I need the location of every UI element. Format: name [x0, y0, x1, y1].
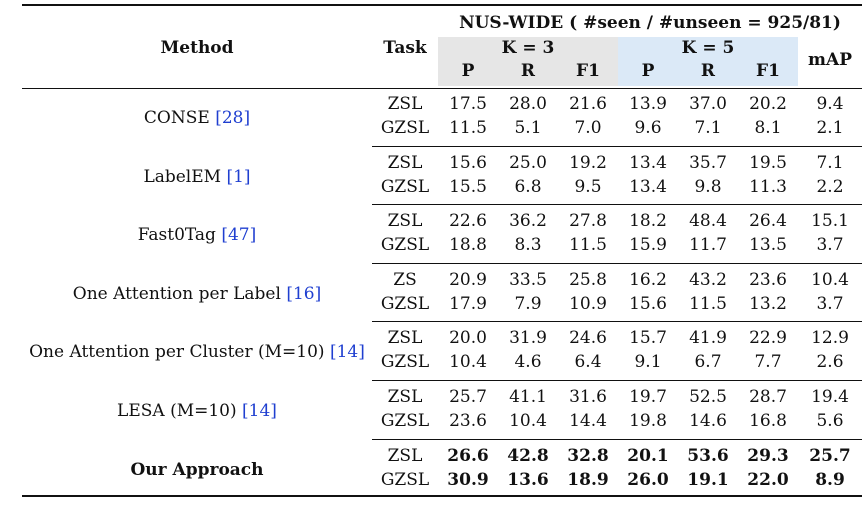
value-cell: 13.4: [629, 176, 667, 197]
value-cell: 20.9: [449, 269, 487, 290]
method-name: Our Approach: [130, 459, 264, 480]
value-cell: 6.8: [514, 176, 542, 197]
value-cell: 25.0: [509, 152, 547, 173]
method-cell: [22, 342, 372, 362]
value-cell: 7.9: [514, 293, 542, 314]
task-cell: GZSL: [380, 352, 430, 373]
task-cell: GZSL: [380, 118, 430, 138]
value-cell: 14.4: [569, 411, 607, 431]
value-cell: 13.6: [507, 469, 549, 490]
value-cell: 15.1: [811, 211, 849, 232]
value-cell: 18.8: [449, 235, 487, 256]
k3-header: K = 3: [501, 38, 555, 58]
group-separator: [372, 439, 862, 440]
value-cell: 4.6: [514, 352, 542, 373]
value-cell: 18.9: [567, 469, 609, 490]
value-cell: 11.5: [449, 118, 487, 138]
value-cell: 18.2: [629, 211, 667, 232]
value-cell: 28.0: [509, 94, 547, 114]
value-cell: 33.5: [509, 269, 547, 290]
citation-link[interactable]: [16]: [286, 283, 322, 304]
value-cell: 13.2: [749, 293, 787, 314]
subheader-p-k3: P: [461, 61, 475, 81]
method-cell: [22, 401, 372, 421]
value-cell: 27.8: [569, 211, 607, 232]
value-cell: 19.5: [749, 152, 787, 173]
value-cell: 9.1: [634, 352, 662, 373]
value-cell: 19.7: [629, 387, 667, 407]
value-cell: 41.9: [689, 328, 727, 349]
value-cell: 13.4: [629, 152, 667, 173]
value-cell: 13.9: [629, 94, 667, 114]
value-cell: 9.5: [574, 176, 602, 197]
value-cell: 25.7: [809, 445, 851, 466]
value-cell: 11.5: [689, 293, 727, 314]
task-cell: GZSL: [380, 411, 430, 431]
value-cell: 2.2: [816, 176, 844, 197]
value-cell: 20.0: [449, 328, 487, 349]
value-cell: 10.4: [811, 269, 849, 290]
value-cell: 15.6: [449, 152, 487, 173]
citation-link[interactable]: [14]: [242, 401, 277, 421]
value-cell: 37.0: [689, 94, 727, 114]
value-cell: 25.7: [449, 387, 487, 407]
citation-link[interactable]: [14]: [329, 342, 365, 363]
task-cell: ZSL: [387, 445, 423, 466]
value-cell: 52.5: [689, 387, 727, 407]
k5-header: K = 5: [681, 38, 735, 58]
subheader-f1-k3: F1: [576, 61, 600, 81]
value-cell: 15.5: [449, 176, 487, 197]
method-name: One Attention per Cluster (M=10): [29, 342, 325, 363]
value-cell: 7.1: [694, 118, 722, 138]
citation-link[interactable]: [47]: [221, 225, 257, 246]
value-cell: 7.7: [754, 352, 782, 373]
task-header: Task: [383, 38, 427, 58]
top-rule: [22, 4, 862, 6]
value-cell: 13.5: [749, 235, 787, 256]
value-cell: 19.8: [629, 411, 667, 431]
value-cell: 6.4: [574, 352, 602, 373]
value-cell: 7.0: [574, 118, 602, 138]
value-cell: 7.1: [816, 152, 844, 173]
value-cell: 31.9: [509, 328, 547, 349]
value-cell: 36.2: [509, 211, 547, 232]
value-cell: 43.2: [689, 269, 727, 290]
subheader-r-k3: R: [520, 61, 536, 81]
value-cell: 32.8: [567, 445, 609, 466]
map-header: mAP: [808, 50, 852, 70]
value-cell: 5.6: [816, 411, 844, 431]
value-cell: 30.9: [447, 469, 489, 490]
value-cell: 23.6: [749, 269, 787, 290]
task-cell: ZSL: [387, 94, 423, 114]
dataset-header: NUS-WIDE ( #seen / #unseen = 925/81): [459, 13, 841, 33]
value-cell: 14.6: [689, 411, 727, 431]
method-name: Fast0Tag: [137, 225, 216, 246]
method-name: LESA (M=10): [117, 401, 237, 421]
value-cell: 26.4: [749, 211, 787, 232]
value-cell: 10.4: [449, 352, 487, 373]
value-cell: 19.2: [569, 152, 607, 173]
bottom-rule: [22, 495, 862, 497]
value-cell: 17.5: [449, 94, 487, 114]
group-separator: [372, 146, 862, 147]
value-cell: 11.7: [689, 235, 727, 256]
value-cell: 53.6: [687, 445, 729, 466]
value-cell: 24.6: [569, 328, 607, 349]
value-cell: 9.6: [634, 118, 662, 138]
value-cell: 16.2: [629, 269, 667, 290]
value-cell: 12.9: [811, 328, 849, 349]
value-cell: 22.6: [449, 211, 487, 232]
task-cell: GZSL: [380, 469, 430, 490]
group-separator: [372, 380, 862, 381]
value-cell: 25.8: [569, 269, 607, 290]
value-cell: 16.8: [749, 411, 787, 431]
value-cell: 11.5: [569, 235, 607, 256]
value-cell: 3.7: [816, 235, 844, 256]
method-cell: [22, 108, 372, 128]
value-cell: 31.6: [569, 387, 607, 407]
value-cell: 11.3: [749, 176, 787, 197]
citation-link[interactable]: [1]: [226, 166, 251, 187]
value-cell: 22.9: [749, 328, 787, 349]
value-cell: 20.2: [749, 94, 787, 114]
header-rule: [22, 88, 862, 89]
value-cell: 10.9: [569, 293, 607, 314]
value-cell: 17.9: [449, 293, 487, 314]
value-cell: 2.6: [816, 352, 844, 373]
value-cell: 26.0: [627, 469, 669, 490]
value-cell: 15.9: [629, 235, 667, 256]
subheader-f1-k5: F1: [756, 61, 780, 81]
value-cell: 9.8: [694, 176, 722, 197]
task-cell: GZSL: [380, 176, 430, 197]
value-cell: 19.1: [687, 469, 729, 490]
value-cell: 3.7: [816, 293, 844, 314]
group-separator: [372, 321, 862, 322]
citation-link[interactable]: [28]: [215, 108, 251, 128]
subheader-r-k5: R: [700, 61, 716, 81]
group-separator: [372, 204, 862, 205]
value-cell: 6.7: [694, 352, 722, 373]
value-cell: 29.3: [747, 445, 789, 466]
method-cell: [22, 225, 372, 245]
value-cell: 8.9: [815, 469, 845, 490]
task-cell: GZSL: [380, 235, 430, 256]
method-name: CONSE: [143, 108, 210, 128]
value-cell: 5.1: [514, 118, 542, 138]
value-cell: 8.1: [754, 118, 782, 138]
method-name: One Attention per Label: [72, 283, 281, 304]
value-cell: 8.3: [514, 235, 542, 256]
method-cell: [22, 284, 372, 304]
task-cell: GZSL: [380, 293, 430, 314]
value-cell: 28.7: [749, 387, 787, 407]
subheader-p-k5: P: [641, 61, 655, 81]
task-cell: ZSL: [387, 328, 423, 349]
method-name: LabelEM: [143, 166, 222, 187]
method-header: Method: [160, 38, 234, 58]
value-cell: 23.6: [449, 411, 487, 431]
group-separator: [372, 263, 862, 264]
value-cell: 42.8: [507, 445, 549, 466]
task-cell: ZSL: [387, 387, 423, 407]
value-cell: 22.0: [747, 469, 789, 490]
task-cell: ZSL: [387, 152, 423, 173]
value-cell: 2.1: [816, 118, 844, 138]
value-cell: 15.7: [629, 328, 667, 349]
method-cell: [22, 167, 372, 187]
value-cell: 21.6: [569, 94, 607, 114]
value-cell: 20.1: [627, 445, 669, 466]
task-cell: ZSL: [387, 211, 423, 232]
value-cell: 35.7: [689, 152, 727, 173]
value-cell: 9.4: [816, 94, 844, 114]
value-cell: 15.6: [629, 293, 667, 314]
task-cell: ZS: [393, 269, 417, 290]
value-cell: 26.6: [447, 445, 489, 466]
value-cell: 48.4: [689, 211, 727, 232]
method-cell: [22, 460, 372, 480]
value-cell: 41.1: [509, 387, 547, 407]
value-cell: 10.4: [509, 411, 547, 431]
value-cell: 19.4: [811, 387, 849, 407]
